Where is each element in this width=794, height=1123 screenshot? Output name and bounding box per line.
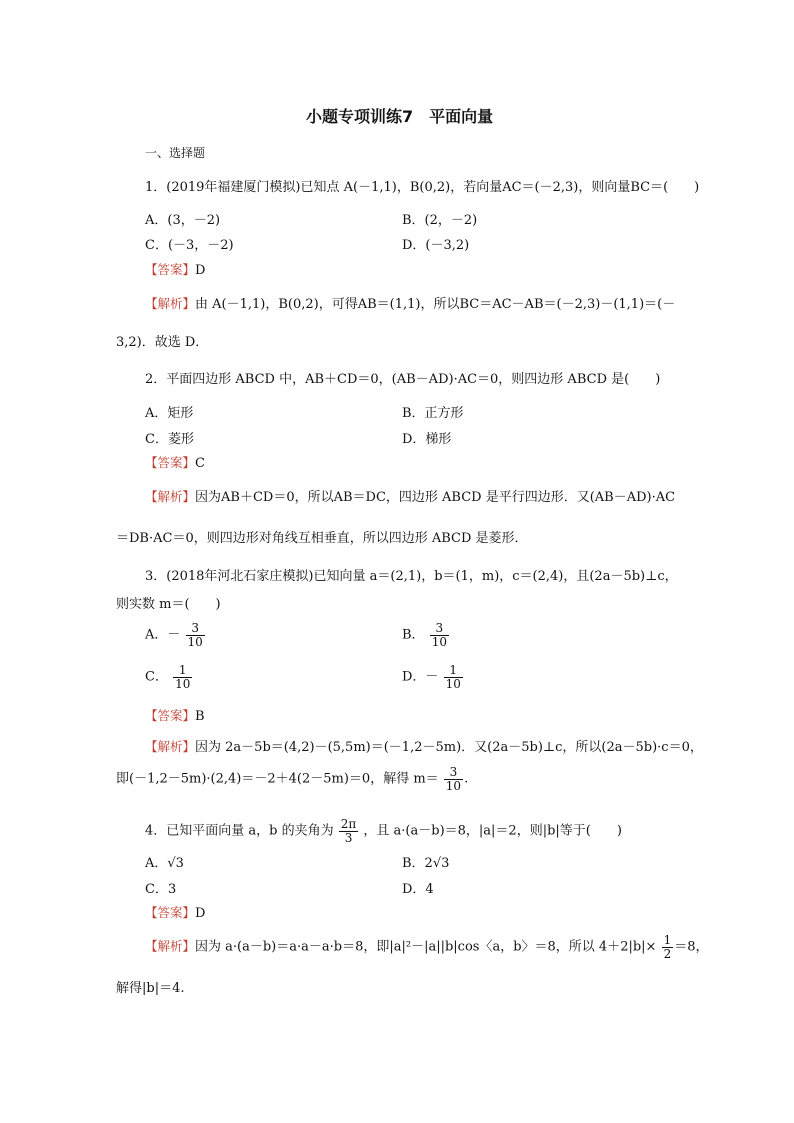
question-4-option-a: A．√3	[145, 856, 184, 871]
fraction	[173, 664, 192, 690]
answer-tag: 【答案】	[145, 905, 196, 920]
question-3-answer	[145, 706, 205, 724]
denominator: 3	[339, 831, 359, 845]
denominator: 10	[175, 676, 191, 691]
stem-text: 4．已知平面向量 a，b 的夹角为	[145, 823, 334, 839]
analysis-text: 因为 2a－5b＝(4,2)－(5,5m)＝(－1,2－5m)．又(2a－5b)⊥c，所以(2a－5b)·c＝0，	[195, 740, 703, 755]
question-2-option-a: A．矩形	[145, 406, 194, 421]
question-4-analysis-line-1	[145, 934, 709, 960]
question-4-option-c: C．3	[145, 882, 177, 897]
question-4-option-d: D．4	[402, 882, 434, 897]
answer-tag: 【答案】	[145, 455, 196, 470]
question-1-option-a: A．(3，－2)	[145, 213, 221, 228]
question-3-option-d	[402, 664, 464, 690]
section-heading: 一、选择题	[145, 146, 206, 160]
question-1-option-d: D．(－3,2)	[402, 238, 470, 253]
numerator: 3	[191, 621, 199, 635]
fraction	[186, 622, 205, 648]
denominator: 2	[663, 946, 672, 961]
question-1-answer	[145, 260, 205, 278]
numerator: 1	[449, 663, 458, 677]
question-1-stem: 1．(2019年福建厦门模拟)已知点 A(－1,1)，B(0,2)，若向量AC＝(－2,3)，则向量BC＝( )	[145, 180, 700, 195]
answer-tag: 【答案】	[145, 708, 196, 723]
denominator: 10	[187, 634, 203, 649]
numerator: 1	[178, 663, 187, 677]
question-3-stem-line-1: 3．(2018年河北石家庄模拟)已知向量 a＝(2,1)，b＝(1，m)，c＝(2,4)，且(2a－5b)⊥c，	[145, 569, 678, 584]
option-label: A．－	[145, 627, 181, 643]
question-4-option-b: B．2√3	[402, 856, 450, 871]
analysis-end: ＝8，	[674, 939, 709, 955]
denominator: 10	[445, 778, 462, 793]
question-2-option-c: C．菱形	[145, 432, 194, 447]
page-title: 小题专项训练7 平面向量	[306, 107, 494, 126]
analysis-tag: 【解析】	[145, 489, 196, 504]
answer-value: B	[195, 709, 205, 724]
question-2-stem: 2．平面四边形 ABCD 中，AB＋CD＝0，(AB－AD)·AC＝0，则四边形 ABCD 是( )	[145, 372, 661, 387]
question-1-option-b: B．(2，－2)	[402, 213, 478, 228]
analysis-end: .	[464, 771, 469, 787]
answer-value: D	[195, 906, 206, 921]
question-4-analysis-line-2: 解得|b|＝4.	[116, 981, 185, 996]
stem-text: ，且 a·(a－b)＝8，|a|＝2，则|b|等于( )	[363, 823, 622, 839]
question-2-option-d: D．梯形	[402, 432, 452, 447]
denominator: 10	[445, 676, 461, 691]
question-2-analysis-line-1	[145, 486, 675, 505]
analysis-text: 因为AB＋CD＝0，所以AB＝DC，四边形 ABCD 是平行四边形．又(AB－AD)·AC	[195, 490, 676, 505]
question-1-option-c: C．(－3，－2)	[145, 238, 234, 253]
question-2-analysis-line-2: ＝DB·AC＝0，则四边形对角线互相垂直，所以四边形 ABCD 是菱形．	[116, 531, 528, 546]
numerator: 3	[449, 765, 458, 779]
question-2-answer	[145, 453, 205, 471]
numerator: 1	[663, 933, 672, 947]
answer-value: D	[195, 263, 206, 278]
question-2-option-b: B．正方形	[402, 406, 464, 421]
option-label: C．	[145, 669, 168, 685]
angle-fraction	[339, 818, 359, 844]
option-label: B．	[402, 627, 425, 643]
fraction	[444, 664, 463, 690]
option-label: D．－	[402, 669, 439, 685]
answer-tag: 【答案】	[145, 262, 196, 277]
analysis-tag: 【解析】	[145, 938, 196, 954]
numerator: 2π	[340, 817, 357, 831]
question-3-option-c	[145, 664, 193, 690]
analysis-text: 即(－1,2－5m)·(2,4)＝－2＋4(2－5m)＝0，解得 m＝	[116, 771, 439, 787]
question-3-option-b	[402, 622, 450, 648]
analysis-tag: 【解析】	[145, 296, 196, 311]
numerator: 3	[435, 621, 444, 635]
question-1-analysis-line-2: 3,2)．故选 D．	[116, 335, 209, 350]
fraction	[662, 934, 674, 960]
question-4-stem	[145, 818, 622, 844]
fraction	[444, 766, 463, 792]
question-3-stem-line-2: 则实数 m＝( )	[116, 597, 221, 612]
answer-value: C	[195, 456, 205, 471]
analysis-text: 由 A(－1,1)，B(0,2)，可得AB＝(1,1)，所以BC＝AC－AB＝(－2,3)－(1,1)＝(－	[195, 297, 676, 312]
question-4-answer	[145, 903, 205, 921]
question-1-analysis-line-1	[145, 293, 675, 312]
denominator: 10	[431, 634, 447, 649]
fraction	[430, 622, 449, 648]
question-3-analysis-line-2	[116, 766, 468, 792]
analysis-tag: 【解析】	[145, 739, 196, 754]
analysis-text: 因为 a·(a－b)＝a·a－a·b＝8，即|a|²－|a||b|cos〈a，b〉＝8，所以 4＋2|b|×	[195, 939, 657, 955]
question-3-option-a	[145, 622, 206, 648]
question-3-analysis-line-1	[145, 736, 703, 755]
